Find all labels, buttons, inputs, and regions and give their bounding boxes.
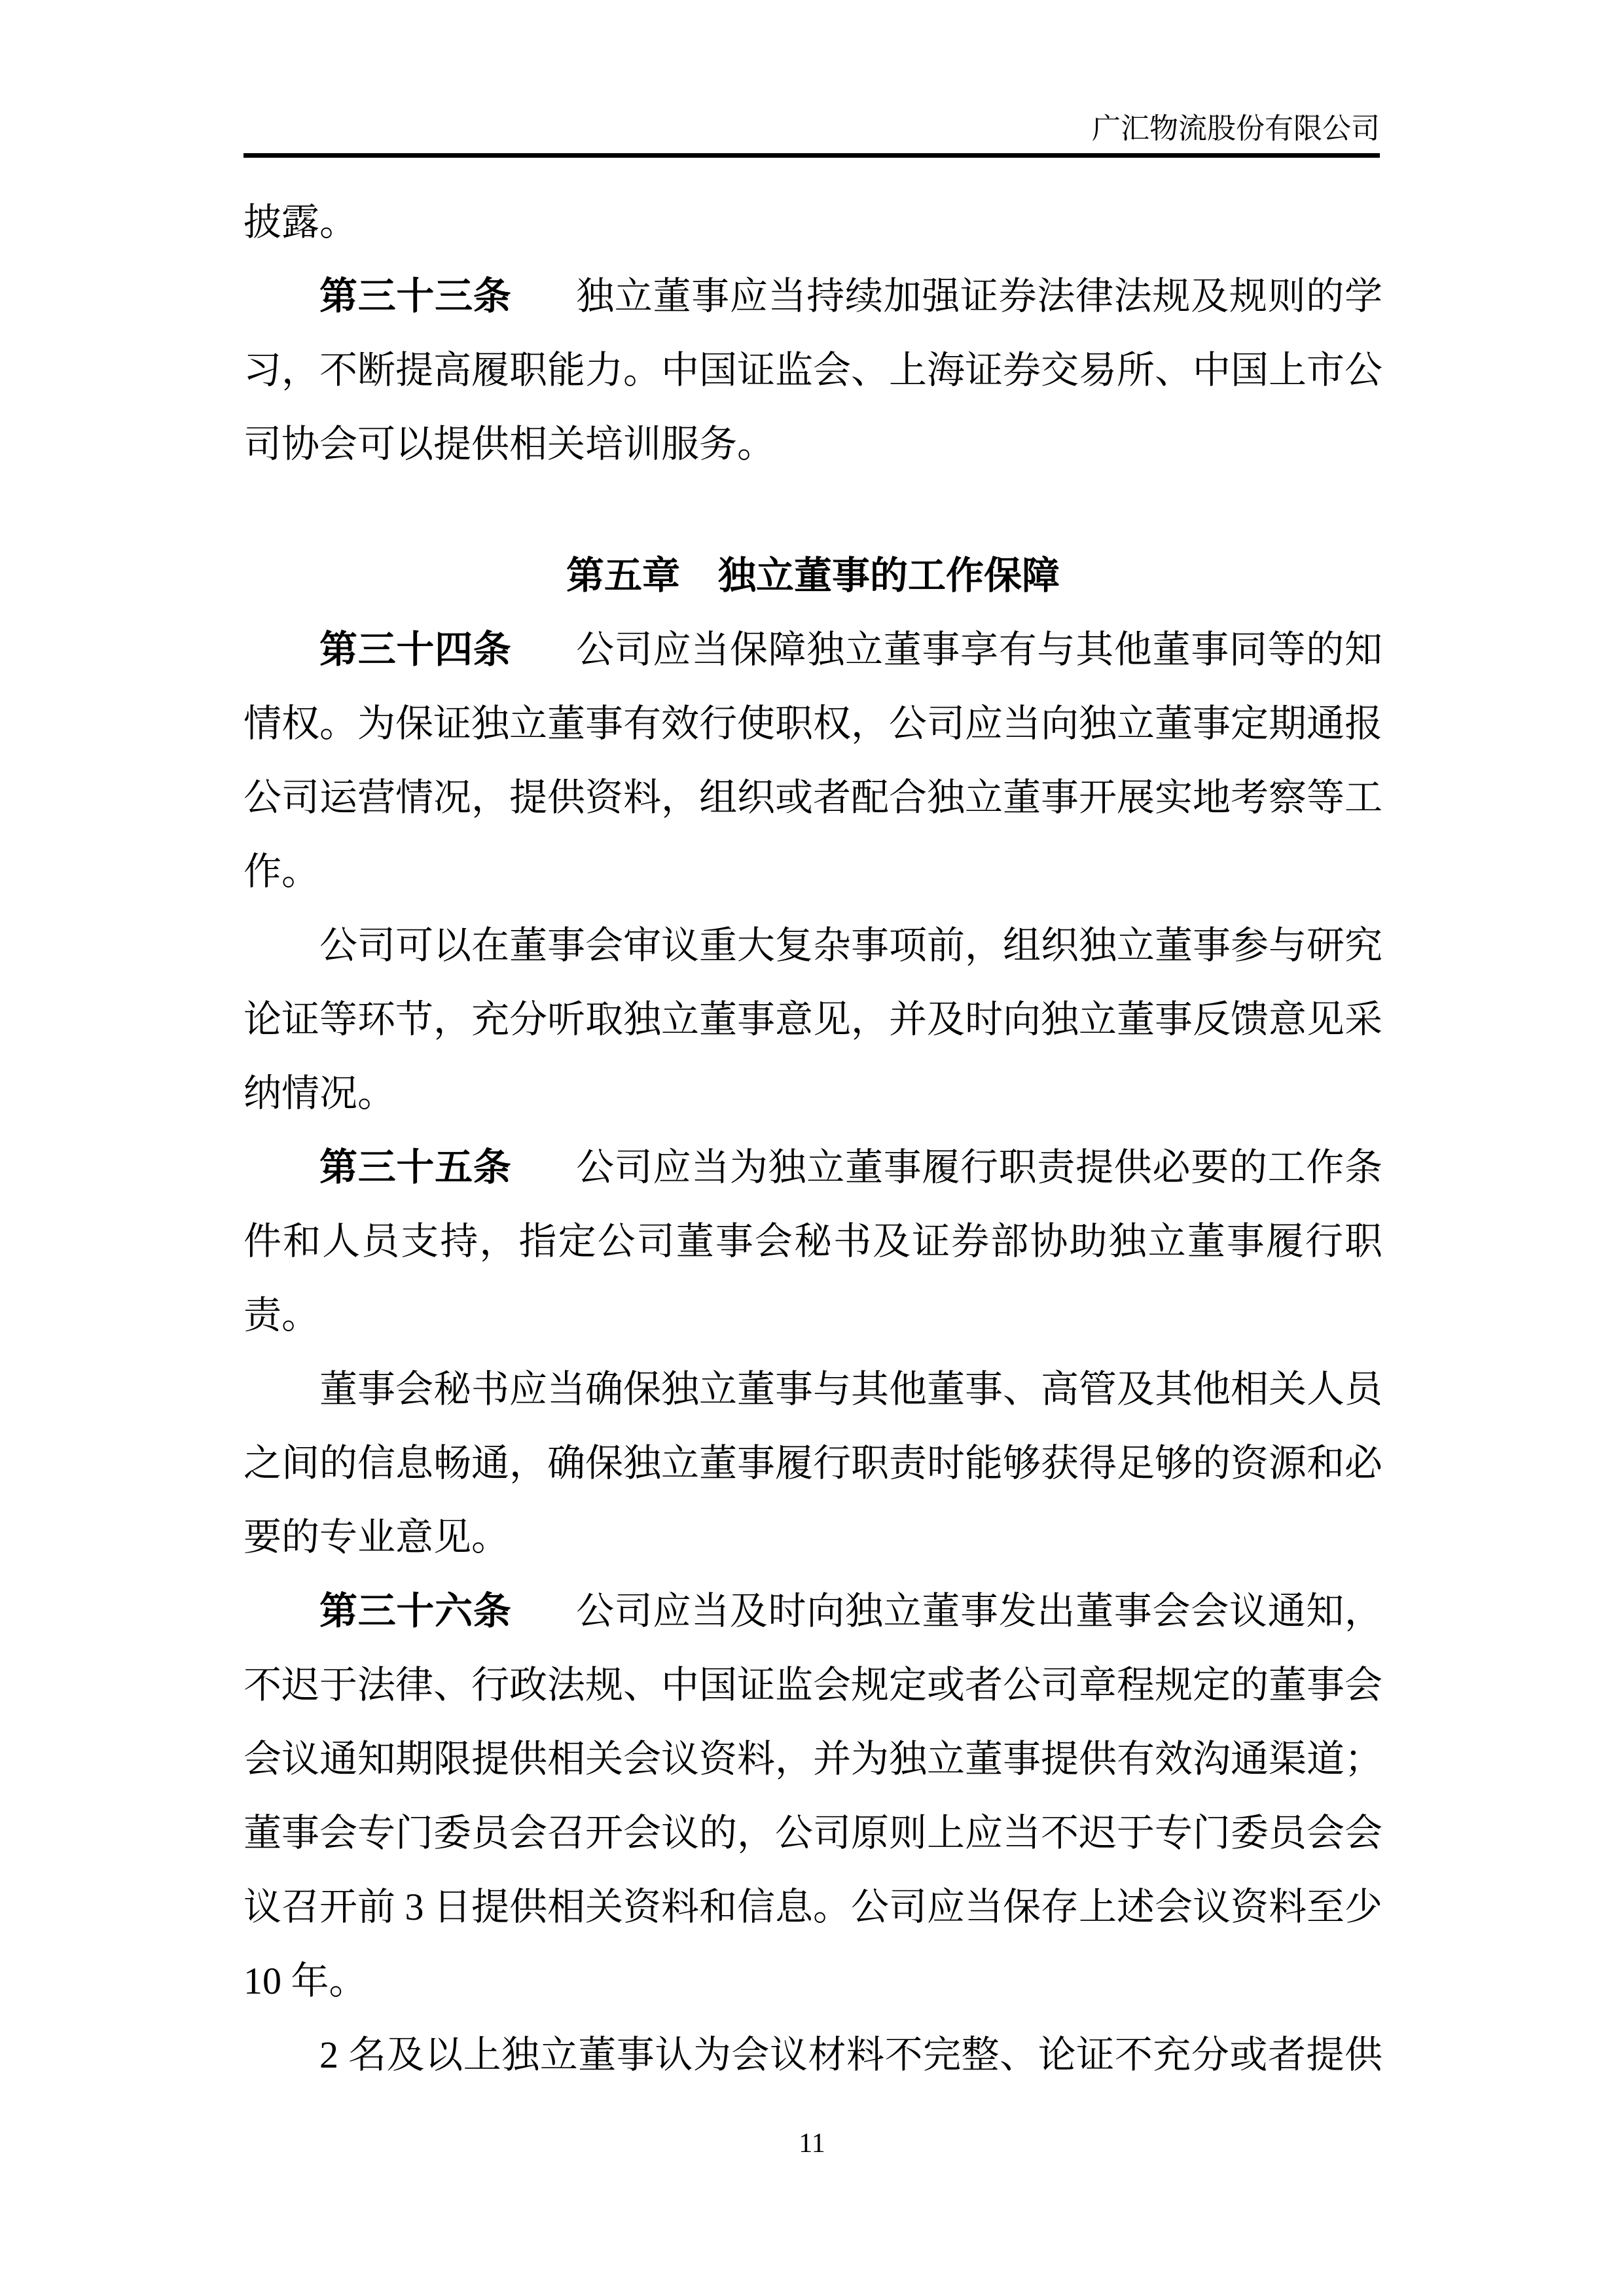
- article-33-paragraph: [244, 259, 1382, 481]
- header-divider: [244, 153, 1380, 158]
- paragraph-continuation: 披露。: [244, 201, 358, 243]
- page-header: [244, 109, 1380, 149]
- article-34-number: 第三十四条: [319, 628, 512, 671]
- article-36-paragraph: [244, 1574, 1382, 2018]
- article-35-paragraph-2: 董事会秘书应当确保独立董事与其他董事、高管及其他相关人员之间的信息畅通，确保独立董事履行职责时能够获得足够的资源和必要的专业意见。: [244, 1368, 1383, 1558]
- company-name: 广汇物流股份有限公司: [1092, 113, 1380, 145]
- article-34-paragraph: [244, 613, 1382, 908]
- article-35-text: 公司应当为独立董事履行职责提供必要的工作条件和人员支持，指定公司董事会秘书及证券部协助独立董事履行职责。: [244, 1146, 1382, 1336]
- article-33-number: 第三十三条: [319, 275, 512, 317]
- article-35-paragraph: [244, 1130, 1382, 1352]
- article-36-paragraph-2: 2 名及以上独立董事认为会议材料不完整、论证不充分或者提供: [319, 2034, 1382, 2076]
- article-35-number: 第三十五条: [319, 1146, 512, 1189]
- article-34-text: 公司应当保障独立董事享有与其他董事同等的知情权。为保证独立董事有效行使职权，公司应当向独立董事定期通报公司运营情况，提供资料，组织或者配合独立董事开展实地考察等工作。: [244, 628, 1383, 893]
- article-36-text: 公司应当及时向独立董事发出董事会会议通知，不迟于法律、行政法规、中国证监会规定或者公司章程规定的董事会会议通知期限提供相关会议资料，并为独立董事提供有效沟通渠道；董事会专门委员会召开会议的，公司原则上应当不迟于专门委员会会议召开前 3 日提供相关资料和信息。公司应当保存上述会议资料至少 10 年。: [244, 1590, 1383, 2002]
- article-33-text: 独立董事应当持续加强证券法律法规及规则的学习，不断提高履职能力。中国证监会、上海证券交易所、中国上市公司协会可以提供相关培训服务。: [244, 275, 1383, 465]
- chapter-5-heading: 第五章 独立董事的工作保障: [566, 554, 1060, 597]
- article-34-paragraph-2: 公司可以在董事会审议重大复杂事项前，组织独立董事参与研究论证等环节，充分听取独立董事意见，并及时向独立董事反馈意见采纳情况。: [244, 924, 1383, 1115]
- document-body: [244, 185, 1382, 2092]
- page-footer: [0, 2127, 1624, 2160]
- page-number: 11: [799, 2128, 825, 2159]
- article-36-number: 第三十六条: [319, 1590, 512, 1632]
